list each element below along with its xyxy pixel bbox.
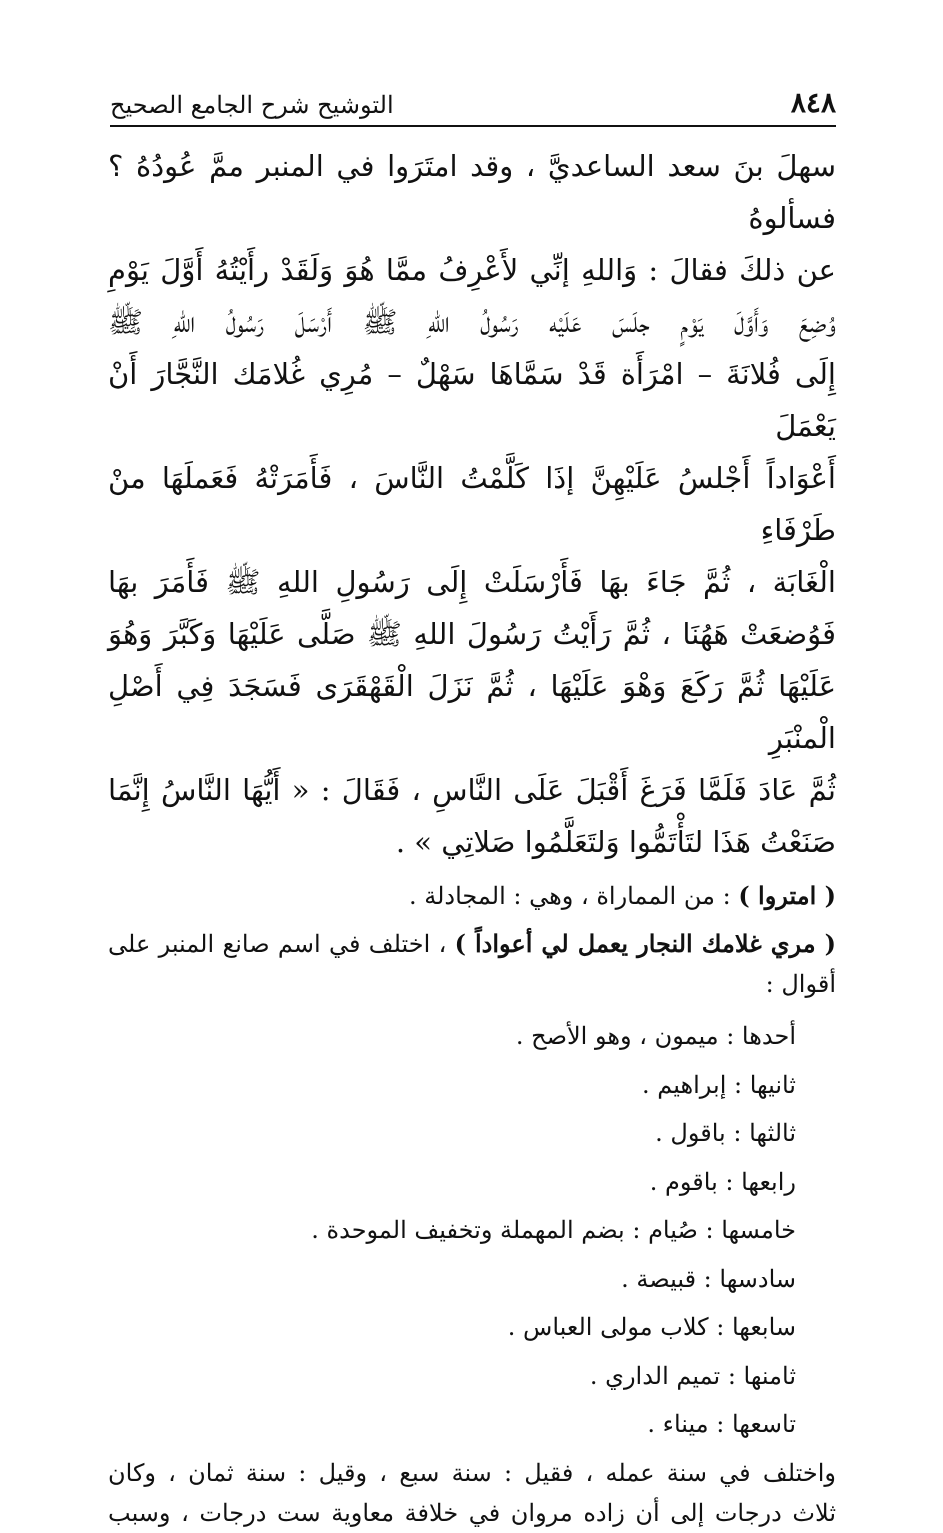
- list-item: سابعها : كلاب مولى العباس .: [507, 1313, 796, 1341]
- list-item: أحدها : ميمون ، وهو الأصح .: [515, 1022, 796, 1050]
- list-item: تاسعها : ميناء .: [647, 1410, 796, 1438]
- gloss-paragraph: [108, 924, 836, 1004]
- hadith-line: فَوُضعَتْ هَهُنَا ، ثُمَّ رَأَيْتُ رَسُولَ اللهِ ﷺ صَلَّى عَلَيْهَا وَكَبَّرَ وَهُوَ: [108, 617, 836, 651]
- list-item: ثامنها : تميم الداري .: [589, 1361, 796, 1390]
- hadith-line: وُضِعَ وَأَوَّلَ يَوْمٍ جلَسَ عَلَيْه رَسُولُ اللهِ ﷺ أَرْسَلَ رَسُولُ اللهِ ﷺ: [108, 305, 836, 339]
- commentary: [108, 876, 836, 1004]
- page-number: ٨٤٨: [790, 86, 836, 119]
- hadith-line: صَنَعْتُ هَذَا لتَأْتَمُّوا وَلتَعَلَّمُوا صَلاتِي » .: [395, 825, 836, 859]
- hadith-line: سهلَ بنَ سعد الساعديَّ ، وقد امتَرَوا في المنبر ممَّ عُودُهُ ؟ فسألوهُ: [108, 149, 836, 235]
- page-content: [108, 140, 836, 1533]
- list-item: ثانيها : إبراهيم .: [641, 1070, 796, 1099]
- list-item: ثالثها : باقول .: [655, 1119, 796, 1147]
- list-item: سادسها : قبيصة .: [621, 1264, 796, 1293]
- page-header: [110, 86, 836, 127]
- list-item: رابعها : باقوم .: [649, 1167, 796, 1196]
- opinions-list: [108, 1012, 836, 1449]
- book-title: التوشيح شرح الجامع الصحيح: [110, 91, 394, 119]
- hadith-line: عَلَيْهَا ثُمَّ رَكَعَ وَهْوَ عَلَيْهَا ، ثُمَّ نَزَلَ الْقَهْقَرَى فَسَجَدَ فِي أَصْلِ الْمنْبَرِ: [108, 669, 836, 755]
- list-item: خامسها : صُيام : بضم المهملة وتخفيف الموحدة .: [311, 1216, 796, 1244]
- gloss-text: : من المماراة ، وهي : المجادلة .: [408, 882, 739, 910]
- gloss-text: ، اختلف في اسم صانع المنبر على أقوال :: [108, 930, 836, 998]
- paragraph-line: واختلف في سنة عمله ، فقيل : سنة سبع ، وقيل : سنة ثمان ، وكان: [108, 1458, 836, 1487]
- hadith-text: [108, 140, 836, 868]
- hadith-line: أَعْوَاداً أَجْلسُ عَلَيْهِنَّ إذَا كَلَّمْتُ النَّاسَ ، فَأَمَرَتْهُ فَعَملَهَا منْ طَرْفَاءِ: [108, 461, 836, 547]
- hadith-line: إِلَى فُلانَةَ – امْرَأَة قَدْ سَمَّاهَا سَهْلٌ – مُرِي غُلامَك النَّجَّارَ أَنْ يَعْمَلَ: [108, 357, 836, 443]
- paragraph-line: ثلاث درجات إلى أن زاده مروان في خلافة معاوية ست درجات ، وسبب: [108, 1498, 836, 1527]
- closing-paragraph: [108, 1453, 836, 1533]
- hadith-line: ثُمَّ عَادَ فَلَمَّا فَرَغَ أَقْبَلَ عَلَى النَّاسِ ، فَقَالَ : « أَيُّهَا النَّاسُ إِنَّمَا: [108, 773, 836, 807]
- hadith-line: عن ذلكَ فقالَ : وَاللهِ إنِّي لأَعْرِفُ ممَّا هُوَ وَلَقَدْ رأَيْتُهُ أَوَّلَ يَوْمِ: [108, 253, 836, 287]
- gloss-term: ( امتروا ): [738, 881, 836, 910]
- hadith-line: الْغَابَة ، ثُمَّ جَاءَ بهَا فَأَرْسَلَتْ إِلَى رَسُولِ اللهِ ﷺ فَأَمَرَ بهَا: [108, 565, 836, 599]
- gloss-term: ( مري غلامك النجار يعمل لي أعواداً ): [454, 929, 836, 958]
- gloss-paragraph: [108, 876, 836, 916]
